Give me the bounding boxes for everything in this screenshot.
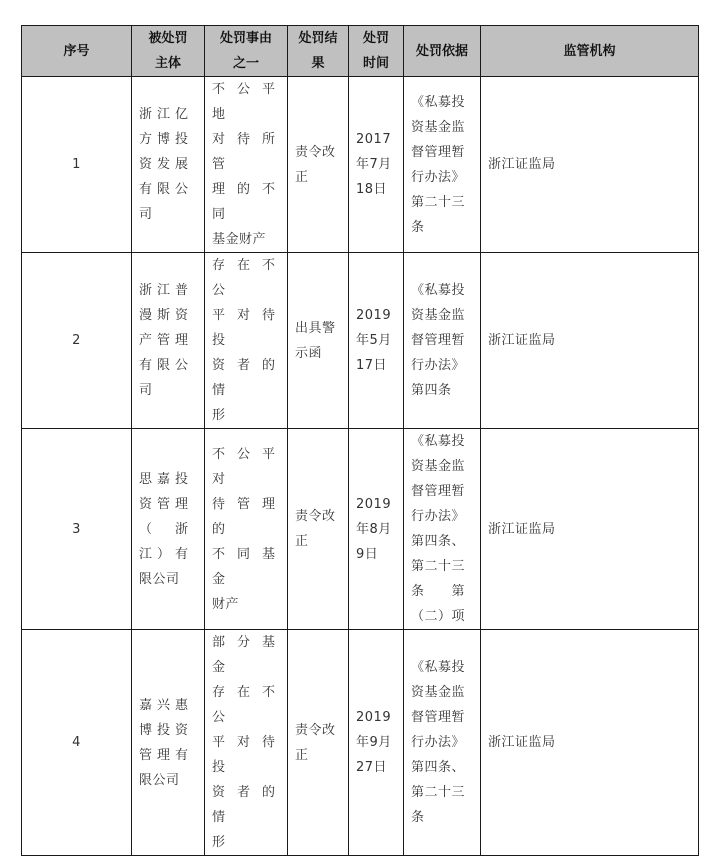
table-row [22, 253, 699, 429]
row-entity: 浙江普 漫斯资 产管理 有限公 司 [132, 253, 205, 429]
table-row [22, 630, 699, 856]
row-index: 2 [22, 253, 132, 429]
table-row [22, 77, 699, 253]
header-regulator: 监管机构 [481, 26, 699, 77]
row-result: 出具警 示函 [288, 253, 349, 429]
row-regulator: 浙江证监局 [481, 77, 699, 253]
row-date: 2019 年5月 17日 [349, 253, 404, 429]
row-basis: 《私募投 资基金监 督管理暂 行办法》 第四条、 第二十三 条 [404, 630, 481, 856]
row-reason: 存在不公 平对待投 资者的情 形 [205, 253, 288, 429]
header-date: 处罚 时间 [349, 26, 404, 77]
row-date: 2019 年9月 27日 [349, 630, 404, 856]
header-index: 序号 [22, 26, 132, 77]
row-reason: 部分基金 存在不公 平对待投 资者的情 形 [205, 630, 288, 856]
row-basis: 《私募投 资基金监 督管理暂 行办法》 第四条、 第二十三 条 第 （二）项 [404, 429, 481, 630]
header-row [22, 26, 699, 77]
row-basis: 《私募投 资基金监 督管理暂 行办法》 第四条 [404, 253, 481, 429]
row-entity: 思嘉投 资管理 （ 浙 江）有 限公司 [132, 429, 205, 630]
row-reason: 不公平对 待管理的 不同基金 财产 [205, 429, 288, 630]
row-result: 责令改 正 [288, 429, 349, 630]
row-regulator: 浙江证监局 [481, 253, 699, 429]
header-basis: 处罚依据 [404, 26, 481, 77]
row-basis: 《私募投 资基金监 督管理暂 行办法》 第二十三 条 [404, 77, 481, 253]
row-entity: 浙江亿 方博投 资发展 有限公 司 [132, 77, 205, 253]
row-result: 责令改 正 [288, 77, 349, 253]
row-result: 责令改 正 [288, 630, 349, 856]
header-reason: 处罚事由 之一 [205, 26, 288, 77]
row-index: 4 [22, 630, 132, 856]
row-regulator: 浙江证监局 [481, 429, 699, 630]
row-reason: 不公平地 对待所管 理的不同 基金财产 [205, 77, 288, 253]
table-row [22, 429, 699, 630]
penalty-table [21, 25, 699, 856]
row-index: 1 [22, 77, 132, 253]
row-date: 2017 年7月 18日 [349, 77, 404, 253]
header-entity: 被处罚 主体 [132, 26, 205, 77]
row-entity: 嘉兴惠 博投资 管理有 限公司 [132, 630, 205, 856]
row-index: 3 [22, 429, 132, 630]
row-date: 2019 年8月 9日 [349, 429, 404, 630]
header-result: 处罚结 果 [288, 26, 349, 77]
row-regulator: 浙江证监局 [481, 630, 699, 856]
